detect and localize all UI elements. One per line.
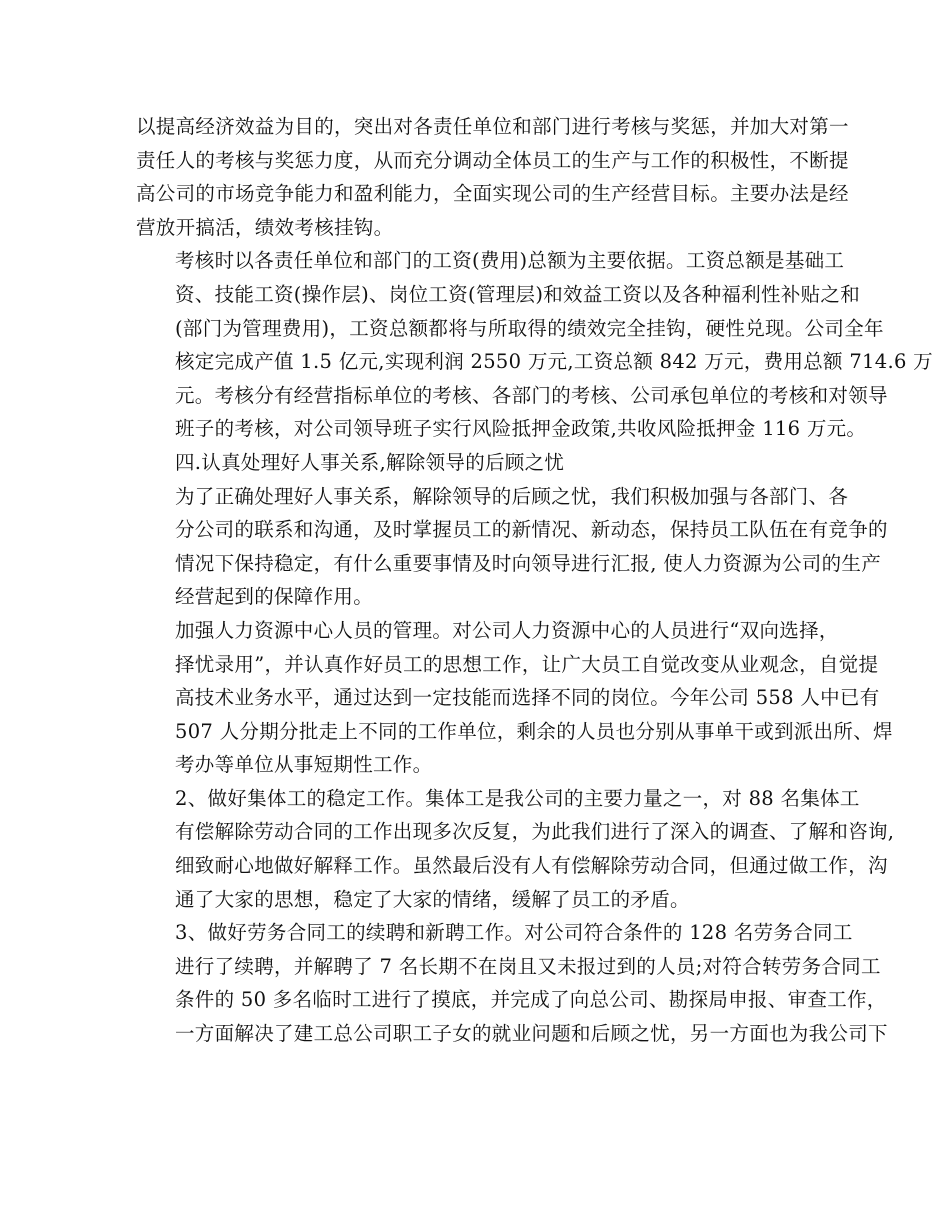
paragraph bbox=[136, 244, 933, 446]
text-line: 考办等单位从事短期性工作。 bbox=[175, 753, 433, 777]
text-line: 条件的 50 多名临时工进行了摸底，并完成了向总公司、勘探局申报、审查工作， bbox=[175, 988, 887, 1012]
text-line: 高公司的市场竞争能力和盈利能力，全面实现公司的生产经营目标。主要办法是经 bbox=[136, 182, 849, 206]
text-line: 资、技能工资(操作层)、岗位工资(管理层)和效益工资以及各种福利性补贴之和 bbox=[175, 282, 861, 306]
text-line: 为了正确处理好人事关系，解除领导的后顾之忧，我们积极加强与各部门、各 bbox=[175, 484, 849, 508]
paragraph bbox=[136, 110, 849, 244]
text-line: 507 人分期分批走上不同的工作单位，剩余的人员也分别从事单干或到派出所、焊 bbox=[175, 719, 893, 743]
text-line: 3、做好劳务合同工的续聘和新聘工作。对公司符合条件的 128 名劳务合同工 bbox=[175, 921, 853, 945]
text-line: 责任人的考核与奖惩力度，从而充分调动全体员工的生产与工作的积极性，不断提 bbox=[136, 148, 849, 172]
paragraph bbox=[136, 782, 895, 916]
text-line: 营放开搞活，绩效考核挂钩。 bbox=[136, 215, 394, 239]
text-line: 班子的考核，对公司领导班子实行风险抵押金政策,共收风险抵押金 116 万元。 bbox=[175, 417, 867, 441]
text-line: 进行了续聘，并解聘了 7 名长期不在岗且又未报过到的人员;对符合转劳务合同工 bbox=[175, 954, 881, 978]
text-line: 择忧录用”，并认真作好员工的思想工作，让广大员工自觉改变从业观念，自觉提 bbox=[175, 652, 879, 676]
text-line: 一方面解决了建工总公司职工子女的就业问题和后顾之忧，另一方面也为我公司下 bbox=[175, 1022, 888, 1046]
text-line: 细致耐心地做好解释工作。虽然最后没有人有偿解除劳动合同，但通过做工作，沟 bbox=[175, 854, 888, 878]
text-line: 有偿解除劳动合同的工作出现多次反复，为此我们进行了深入的调查、了解和咨询, bbox=[175, 820, 895, 844]
paragraph bbox=[136, 446, 816, 480]
text-line: 加强人力资源中心人员的管理。对公司人力资源中心的人员进行“双向选择， bbox=[175, 618, 839, 642]
paragraph bbox=[136, 480, 888, 614]
paragraph bbox=[136, 614, 893, 782]
text-line: 通了大家的思想，稳定了大家的情绪，缓解了员工的矛盾。 bbox=[175, 887, 690, 911]
text-line: 高技术业务水平，通过达到一定技能而选择不同的岗位。今年公司 558 人中已有 bbox=[175, 686, 880, 710]
text-line: 核定完成产值 1.5 亿元,实现利润 2550 万元,工资总额 842 万元，费用总额 714.6 万 bbox=[175, 350, 933, 374]
text-line: 以提高经济效益为目的，突出对各责任单位和部门进行考核与奖惩，并加大对第一 bbox=[136, 115, 849, 138]
text-line: 考核时以各责任单位和部门的工资(费用)总额为主要依据。工资总额是基础工 bbox=[175, 249, 845, 273]
text-line: (部门为管理费用)，工资总额都将与所取得的绩效完全挂钩，硬性兑现。公司全年 bbox=[175, 316, 884, 340]
text-line: 情况下保持稳定，有什么重要事情及时向领导进行汇报, 使人力资源为公司的生产 bbox=[175, 551, 881, 575]
paragraph bbox=[136, 916, 888, 1050]
document-body bbox=[136, 110, 933, 1051]
text-line: 元。考核分有经营指标单位的考核、各部门的考核、公司承包单位的考核和对领导 bbox=[175, 383, 888, 407]
text-line: 四.认真处理好人事关系,解除领导的后顾之忧 bbox=[175, 450, 565, 474]
text-line: 经营起到的保障作用。 bbox=[175, 585, 374, 609]
text-line: 2、做好集体工的稳定工作。集体工是我公司的主要力量之一，对 88 名集体工 bbox=[175, 786, 860, 810]
text-line: 分公司的联系和沟通，及时掌握员工的新情况、新动态，保持员工队伍在有竞争的 bbox=[175, 518, 888, 542]
